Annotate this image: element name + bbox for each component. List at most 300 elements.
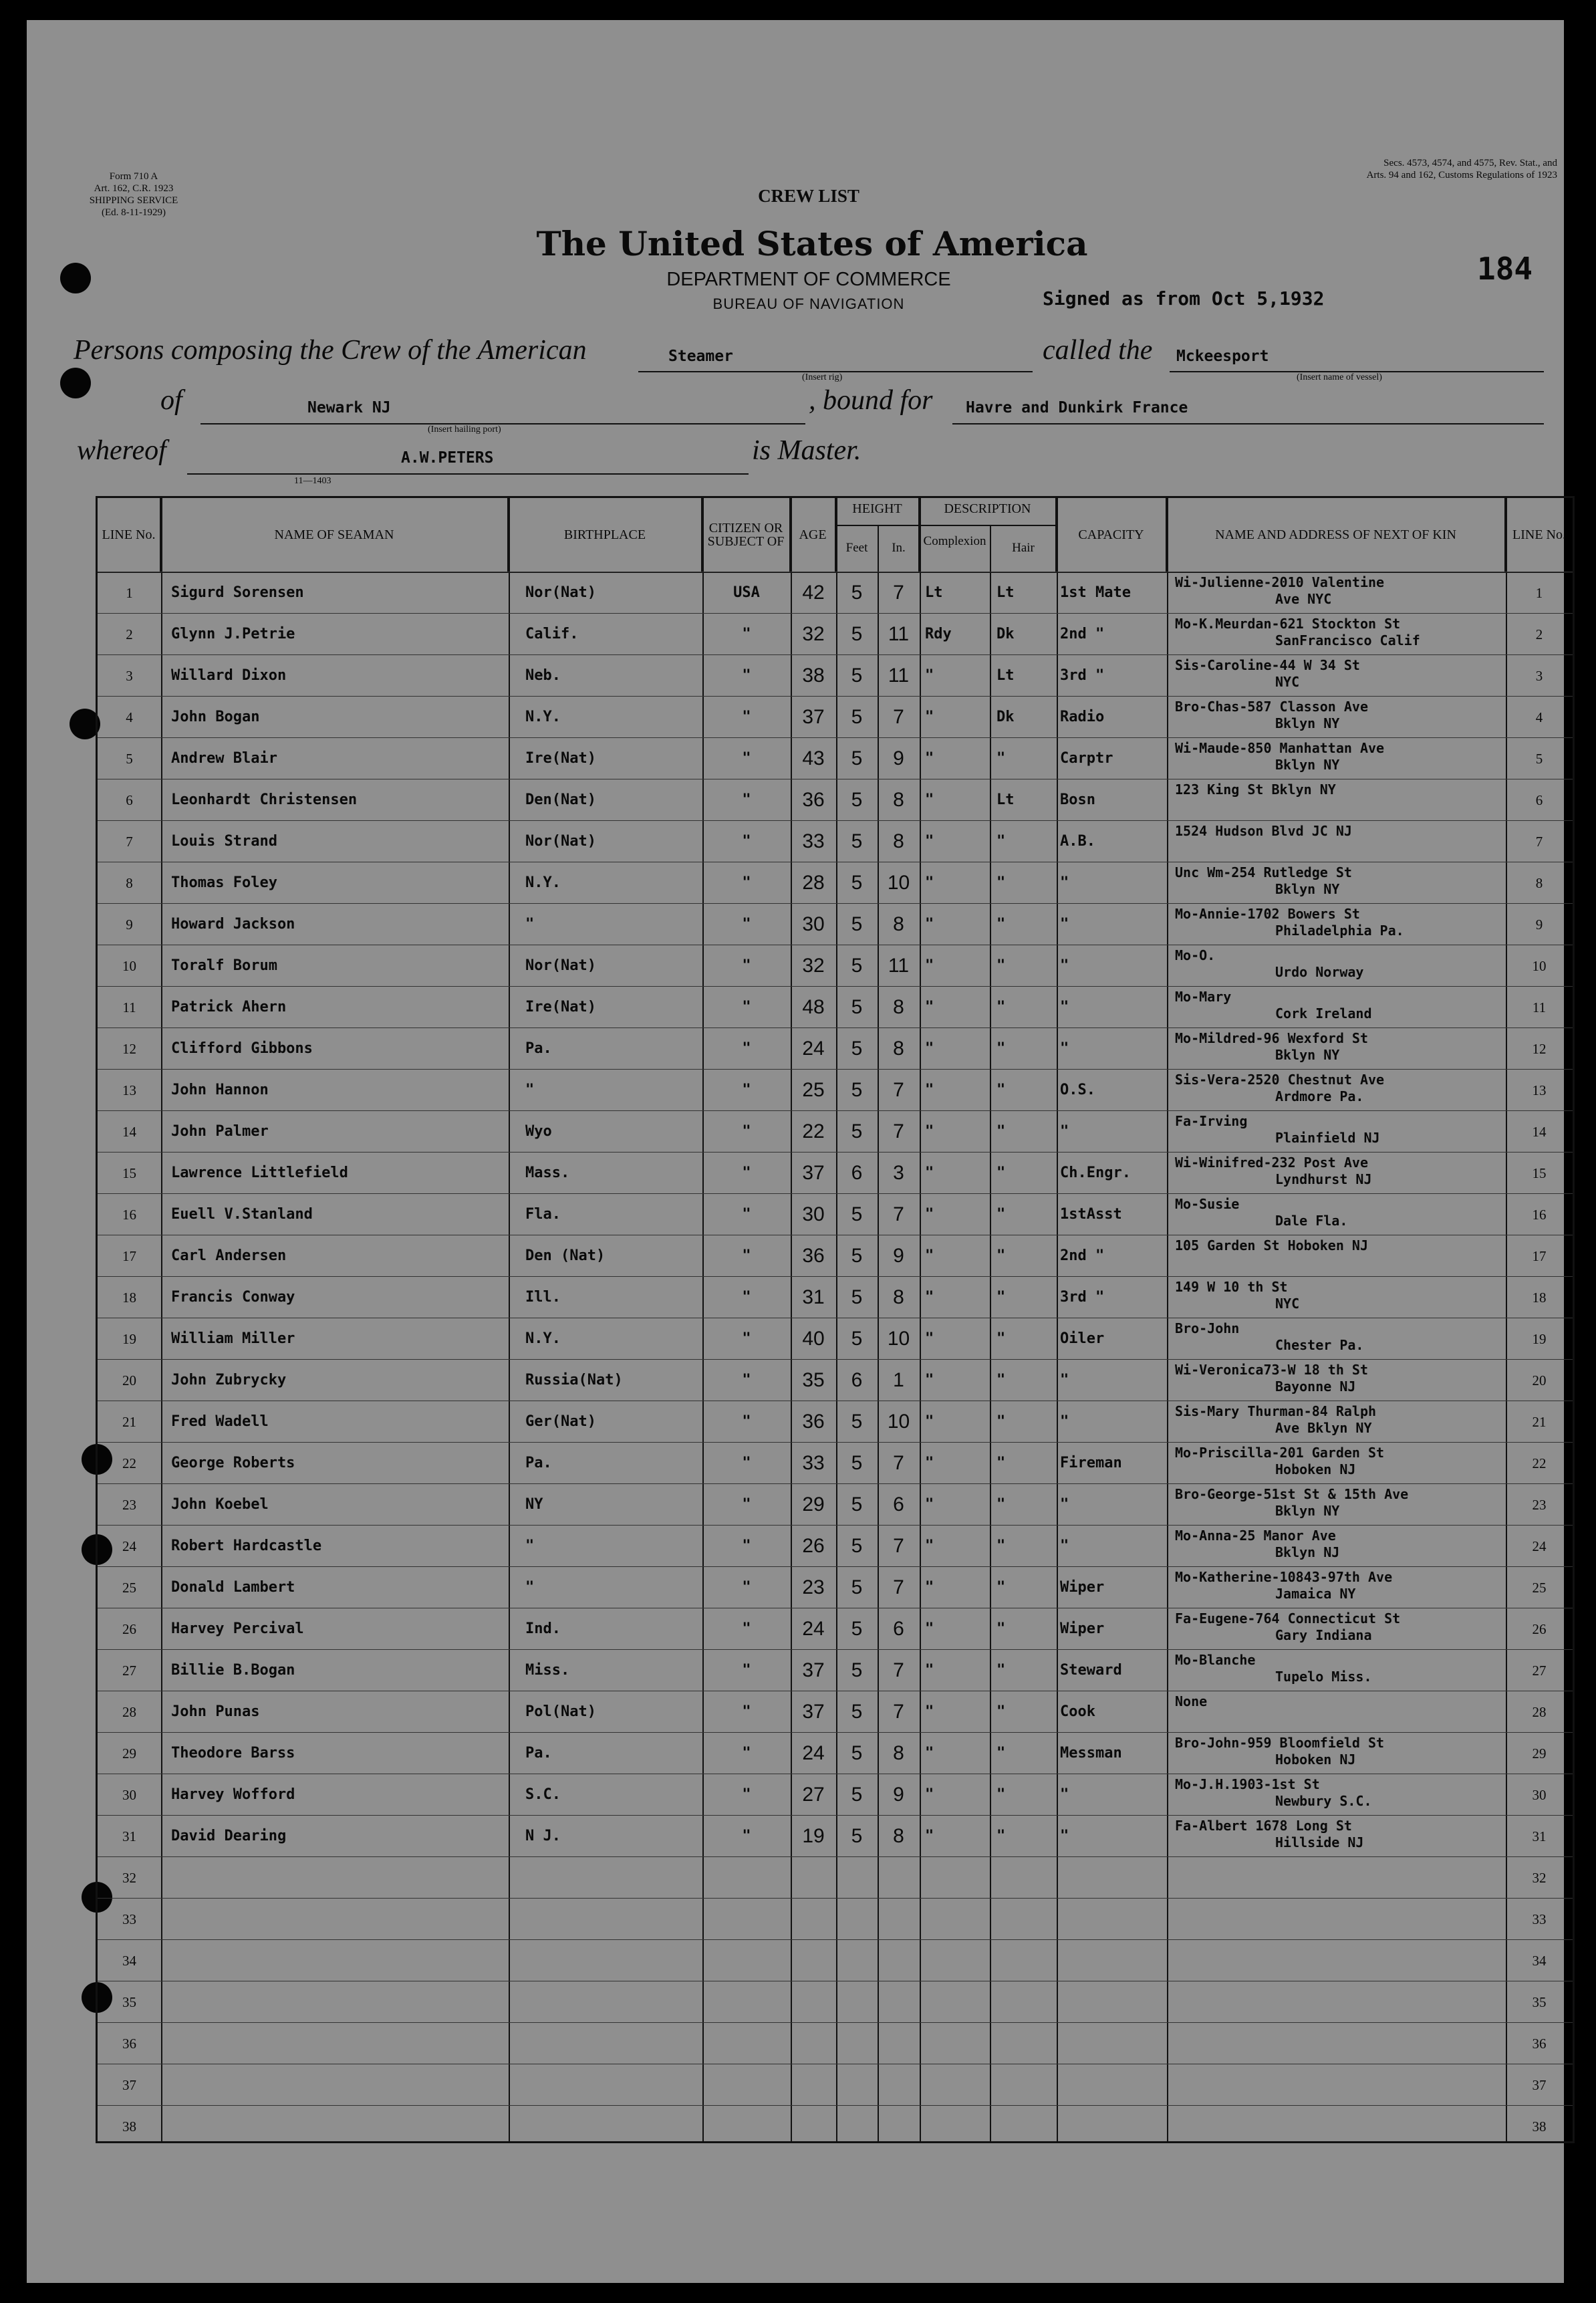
height-feet: 5 (851, 1659, 863, 1681)
hair: " (996, 1662, 1006, 1679)
next-of-kin (1175, 1733, 1502, 1774)
next-of-kin-line2: Lyndhurst NJ (1275, 1171, 1372, 1187)
port-underline (201, 423, 805, 425)
birthplace: Pa. (525, 1745, 552, 1762)
line-number: 11 (122, 999, 136, 1015)
line-number: 22 (122, 1455, 136, 1471)
vessel-caption: (Insert name of vessel) (1297, 372, 1382, 382)
next-of-kin (1175, 1940, 1502, 1981)
header-feet: Feet (845, 541, 868, 555)
next-of-kin (1175, 655, 1502, 697)
age (791, 1857, 836, 1897)
next-of-kin (1175, 2023, 1502, 2064)
capacity: " (1060, 1413, 1069, 1430)
next-of-kin (1175, 1608, 1502, 1650)
capacity: 3rd " (1060, 1289, 1105, 1306)
next-of-kin-line2: Bklyn NJ (1275, 1544, 1340, 1560)
line-number-right: 31 (1532, 1828, 1547, 1844)
birthplace: Fla. (525, 1206, 561, 1223)
height-feet: 5 (851, 1784, 863, 1806)
birthplace: Nor(Nat) (525, 584, 596, 601)
hair: " (996, 1538, 1006, 1554)
line-number-right: 1 (1535, 585, 1543, 601)
line-number: 35 (122, 1994, 136, 2010)
next-of-kin-line1: Mo-Priscilla-201 Garden St (1175, 1445, 1385, 1461)
seaman-name: Fred Wadell (171, 1413, 269, 1430)
next-of-kin-line2: Urdo Norway (1275, 964, 1364, 980)
height-inches: 7 (893, 1120, 904, 1142)
next-of-kin-line1: Fa-Albert 1678 Long St (1175, 1818, 1352, 1834)
line-number-right: 6 (1535, 792, 1543, 808)
next-of-kin (1175, 779, 1502, 821)
next-of-kin-line1: Wi-Winifred-232 Post Ave (1175, 1155, 1368, 1171)
height-feet: 5 (851, 830, 863, 852)
line-number-right: 5 (1535, 751, 1543, 767)
complexion (925, 2064, 988, 2104)
statute-reference: Secs. 4573, 4574, and 4575, Rev. Stat., and Arts. 94 and 162, Customs Regulations of 1923 (1366, 158, 1557, 180)
citizenship: " (742, 626, 751, 642)
age (791, 1940, 836, 1980)
height-feet: 5 (851, 1245, 863, 1267)
hair: " (996, 1330, 1006, 1347)
seaman-name: Toralf Borum (171, 957, 277, 974)
complexion: " (925, 1247, 934, 1264)
height-feet: 5 (851, 1742, 863, 1764)
capacity (1060, 2106, 1167, 2146)
rig-caption: (Insert rig) (802, 372, 843, 382)
height-feet: 5 (851, 913, 863, 935)
line-number-right: 35 (1532, 1994, 1547, 2010)
table-row (98, 613, 1573, 654)
complexion: " (925, 1372, 934, 1388)
header-description: DESCRIPTION (944, 501, 1031, 516)
line-number-right: 4 (1535, 709, 1543, 725)
next-of-kin-line2: NYC (1275, 674, 1300, 690)
next-of-kin (1175, 987, 1502, 1028)
birthplace: NY (525, 1496, 543, 1513)
seaman-name: William Miller (171, 1330, 295, 1347)
punch-hole (60, 368, 91, 398)
seaman-name: Billie B.Bogan (171, 1662, 295, 1679)
form-code: 11—1403 (294, 476, 331, 486)
line-number: 30 (122, 1787, 136, 1803)
next-of-kin-line2: NYC (1275, 1296, 1300, 1312)
birthplace: Ire(Nat) (525, 999, 596, 1015)
hair (996, 1981, 1055, 2022)
seaman-name: Harvey Percival (171, 1620, 304, 1637)
hair: " (996, 916, 1006, 933)
bound-label: , bound for (809, 385, 933, 416)
hair: " (996, 1372, 1006, 1388)
seaman-name: John Hannon (171, 1082, 269, 1098)
line-number-right: 37 (1532, 2077, 1547, 2093)
complexion: " (925, 709, 934, 725)
age: 32 (802, 955, 825, 977)
line-number-right: 36 (1532, 2036, 1547, 2052)
age: 28 (802, 872, 825, 894)
seaman-name: Leonhardt Christensen (171, 792, 358, 808)
form-identifier: Form 710 A Art. 162, C.R. 1923 SHIPPING SERVICE (Ed. 8-11-1929) (89, 171, 178, 218)
line-number: 19 (122, 1331, 136, 1347)
capacity: " (1060, 1372, 1069, 1388)
capacity: " (1060, 1040, 1069, 1057)
header-name: NAME OF SEAMAN (161, 498, 509, 572)
birthplace: Pa. (525, 1455, 552, 1471)
table-row (98, 1401, 1573, 1442)
next-of-kin-line1: Wi-Julienne-2010 Valentine (1175, 574, 1385, 590)
birthplace: " (525, 1538, 535, 1554)
next-of-kin (1175, 1111, 1502, 1153)
next-of-kin-line2: Bayonne NJ (1275, 1378, 1356, 1395)
table-row (98, 1981, 1573, 2022)
birthplace: Nor(Nat) (525, 957, 596, 974)
seaman-name: Louis Strand (171, 833, 277, 850)
next-of-kin-line1: Fa-Irving (1175, 1113, 1248, 1129)
next-of-kin-line2: Dale Fla. (1275, 1213, 1348, 1229)
hair: " (996, 1206, 1006, 1223)
line-number: 21 (122, 1414, 136, 1430)
complexion (925, 2023, 988, 2063)
citizenship: " (742, 1703, 751, 1720)
age: 42 (802, 582, 825, 604)
hair: " (996, 1496, 1006, 1513)
table-row (98, 1649, 1573, 1691)
birthplace (525, 1857, 699, 1897)
table-row (98, 1815, 1573, 1856)
age (791, 1899, 836, 1939)
complexion: " (925, 1786, 934, 1803)
height-inches: 11 (888, 664, 910, 687)
seaman-name (171, 1981, 505, 2022)
line-number-right: 22 (1532, 1455, 1547, 1471)
next-of-kin-line2: Hillside NJ (1275, 1834, 1364, 1850)
line-number-right: 23 (1532, 1497, 1547, 1513)
capacity: " (1060, 1786, 1069, 1803)
hair: " (996, 1828, 1006, 1844)
height-inches: 1 (893, 1369, 904, 1391)
age: 36 (802, 1245, 825, 1267)
next-of-kin-line2: Cork Ireland (1275, 1005, 1372, 1021)
line-number: 25 (122, 1580, 136, 1596)
age: 25 (802, 1079, 825, 1101)
seaman-name: Glynn J.Petrie (171, 626, 295, 642)
next-of-kin-line1: Mo-Katherine-10843-97th Ave (1175, 1569, 1393, 1585)
birthplace: N J. (525, 1828, 561, 1844)
citizenship (702, 1981, 791, 2022)
next-of-kin (1175, 1194, 1502, 1235)
birthplace (525, 2023, 699, 2063)
age: 24 (802, 1038, 825, 1060)
capacity: Bosn (1060, 792, 1095, 808)
height-feet (836, 2064, 878, 2104)
line-number: 23 (122, 1497, 136, 1513)
next-of-kin-line1: 123 King St Bklyn NY (1175, 781, 1336, 798)
table-row (98, 2105, 1573, 2147)
birthplace: Ger(Nat) (525, 1413, 596, 1430)
table-row (98, 820, 1573, 862)
height-inches: 9 (893, 1784, 904, 1806)
citizenship: " (742, 1786, 751, 1803)
line-number-right: 29 (1532, 1745, 1547, 1762)
line-number: 38 (122, 2118, 136, 2135)
line-number-right: 24 (1532, 1538, 1547, 1554)
hair: " (996, 1247, 1006, 1264)
next-of-kin-line1: 1524 Hudson Blvd JC NJ (1175, 823, 1352, 839)
line-number-right: 7 (1535, 834, 1543, 850)
height-inches: 9 (893, 1245, 904, 1267)
line-number: 18 (122, 1290, 136, 1306)
line-number-right: 32 (1532, 1870, 1547, 1886)
hair (996, 2106, 1055, 2146)
complexion: " (925, 1082, 934, 1098)
age (791, 2064, 836, 2104)
complexion: " (925, 1289, 934, 1306)
hair: " (996, 1455, 1006, 1471)
birthplace: N.Y. (525, 1330, 561, 1347)
birthplace: Calif. (525, 626, 579, 642)
hair: Lt (996, 792, 1015, 808)
age: 31 (802, 1286, 825, 1308)
age: 48 (802, 996, 825, 1018)
next-of-kin-line1: None (1175, 1693, 1208, 1709)
seaman-name: Andrew Blair (171, 750, 277, 767)
line-number: 5 (126, 751, 133, 767)
table-row (98, 1235, 1573, 1276)
next-of-kin-line2: Bklyn NY (1275, 757, 1340, 773)
line-number-right: 12 (1532, 1041, 1547, 1057)
seaman-name: David Dearing (171, 1828, 287, 1844)
next-of-kin (1175, 2106, 1502, 2147)
height-inches: 7 (893, 706, 904, 728)
citizenship: " (742, 1579, 751, 1596)
complexion: " (925, 874, 934, 891)
complexion: " (925, 1828, 934, 1844)
height-feet: 5 (851, 1576, 863, 1598)
table-row (98, 1359, 1573, 1401)
next-of-kin-line2: Tupelo Miss. (1275, 1669, 1372, 1685)
capacity: Wiper (1060, 1579, 1105, 1596)
birthplace: Den (Nat) (525, 1247, 606, 1264)
line-number: 20 (122, 1372, 136, 1388)
complexion (925, 2106, 988, 2146)
next-of-kin (1175, 1981, 1502, 2023)
capacity: Messman (1060, 1745, 1122, 1762)
hair: Lt (996, 667, 1015, 684)
hair (996, 2064, 1055, 2104)
birthplace: Mass. (525, 1165, 570, 1181)
height-feet: 5 (851, 1328, 863, 1350)
hair (996, 1857, 1055, 1897)
birthplace: Russia(Nat) (525, 1372, 623, 1388)
age: 38 (802, 664, 825, 687)
table-row (98, 1898, 1573, 1939)
line-number: 2 (126, 626, 133, 642)
hair: " (996, 1745, 1006, 1762)
citizenship: USA (733, 584, 760, 601)
next-of-kin-line2: Bklyn NY (1275, 1047, 1340, 1063)
line-number-right: 20 (1532, 1372, 1547, 1388)
height-feet: 5 (851, 872, 863, 894)
table-row (98, 1318, 1573, 1359)
seaman-name: Patrick Ahern (171, 999, 287, 1015)
seaman-name (171, 2023, 505, 2063)
birthplace (525, 2064, 699, 2104)
table-row (98, 1110, 1573, 1152)
birthplace: Neb. (525, 667, 561, 684)
height-feet (836, 1899, 878, 1939)
line-number: 15 (122, 1165, 136, 1181)
next-of-kin-line1: Mo-Blanche (1175, 1652, 1256, 1668)
height-inches: 11 (888, 955, 910, 977)
height-feet (836, 1940, 878, 1980)
capacity: 1stAsst (1060, 1206, 1122, 1223)
height-inches: 8 (893, 1038, 904, 1060)
height-inches: 8 (893, 1286, 904, 1308)
height-feet: 5 (851, 1203, 863, 1225)
citizenship: " (742, 874, 751, 891)
birthplace: Pol(Nat) (525, 1703, 596, 1720)
seaman-name (171, 1857, 505, 1897)
master-underline (187, 473, 749, 475)
table-row (98, 1276, 1573, 1318)
seaman-name: Thomas Foley (171, 874, 277, 891)
age: 19 (802, 1825, 825, 1847)
next-of-kin-line2: Bklyn NY (1275, 1503, 1340, 1519)
hair: " (996, 833, 1006, 850)
citizenship: " (742, 1413, 751, 1430)
next-of-kin-line1: Bro-John (1175, 1320, 1240, 1336)
height-feet (836, 1857, 878, 1897)
capacity: " (1060, 957, 1069, 974)
line-number: 29 (122, 1745, 136, 1762)
next-of-kin (1175, 1277, 1502, 1318)
next-of-kin (1175, 1235, 1502, 1277)
hair: " (996, 1620, 1006, 1637)
age: 26 (802, 1535, 825, 1557)
age: 37 (802, 1659, 825, 1681)
height-inches: 8 (893, 789, 904, 811)
table-row (98, 1566, 1573, 1608)
height-feet: 5 (851, 1286, 863, 1308)
age (791, 1981, 836, 2022)
next-of-kin-line1: Sis-Vera-2520 Chestnut Ave (1175, 1072, 1385, 1088)
height-feet: 5 (851, 747, 863, 769)
age: 36 (802, 789, 825, 811)
height-inches (878, 2064, 920, 2104)
vessel-value: Mckeesport (1176, 348, 1269, 365)
line-number-right: 21 (1532, 1414, 1547, 1430)
height-inches: 7 (893, 1203, 904, 1225)
height-inches (878, 2106, 920, 2146)
persons-label: Persons composing the Crew of the American (74, 335, 587, 366)
birthplace: Wyo (525, 1123, 552, 1140)
line-number: 13 (122, 1082, 136, 1098)
seaman-name: Carl Andersen (171, 1247, 287, 1264)
height-inches: 10 (887, 1328, 910, 1350)
complexion: " (925, 1123, 934, 1140)
complexion: " (925, 1538, 934, 1554)
destination-value: Havre and Dunkirk France (966, 399, 1188, 416)
next-of-kin (1175, 1070, 1502, 1111)
next-of-kin (1175, 1567, 1502, 1608)
height-feet (836, 2023, 878, 2063)
seaman-name: Donald Lambert (171, 1579, 295, 1596)
master-value: A.W.PETERS (401, 449, 494, 467)
table-row (98, 1608, 1573, 1649)
next-of-kin (1175, 1650, 1502, 1691)
table-row (98, 2022, 1573, 2064)
birthplace (525, 1981, 699, 2022)
next-of-kin-line1: Mo-K.Meurdan-621 Stockton St (1175, 616, 1401, 632)
header-next-of-kin: NAME AND ADDRESS OF NEXT OF KIN (1167, 498, 1506, 572)
line-number-right: 19 (1532, 1331, 1547, 1347)
age: 24 (802, 1618, 825, 1640)
citizenship: " (742, 1330, 751, 1347)
table-row (98, 2064, 1573, 2105)
height-feet: 5 (851, 1411, 863, 1433)
hair: " (996, 1413, 1006, 1430)
next-of-kin-line1: Unc Wm-254 Rutledge St (1175, 864, 1352, 880)
height-inches: 7 (893, 582, 904, 604)
capacity: 2nd " (1060, 1247, 1105, 1264)
next-of-kin-line1: Bro-Chas-587 Classon Ave (1175, 699, 1368, 715)
capacity (1060, 1857, 1167, 1897)
complexion: " (925, 916, 934, 933)
line-number: 31 (122, 1828, 136, 1844)
table-row (98, 1442, 1573, 1483)
next-of-kin (1175, 1443, 1502, 1484)
next-of-kin-line2: Ave NYC (1275, 591, 1332, 607)
height-feet: 5 (851, 1618, 863, 1640)
next-of-kin-line1: Sis-Mary Thurman-84 Ralph (1175, 1403, 1377, 1419)
age (791, 2106, 836, 2146)
line-number: 27 (122, 1663, 136, 1679)
whereof-label: whereof (77, 435, 166, 466)
line-number: 37 (122, 2077, 136, 2093)
seaman-name: Harvey Wofford (171, 1786, 295, 1803)
height-feet (836, 2106, 878, 2146)
height-inches: 8 (893, 1825, 904, 1847)
line-number: 32 (122, 1870, 136, 1886)
birthplace: Ill. (525, 1289, 561, 1306)
seaman-name: Sigurd Sorensen (171, 584, 304, 601)
capacity: " (1060, 1123, 1069, 1140)
table-row (98, 1152, 1573, 1193)
age: 24 (802, 1742, 825, 1764)
line-number: 6 (126, 792, 133, 808)
next-of-kin-line2: Jamaica NY (1275, 1586, 1356, 1602)
line-number: 24 (122, 1538, 136, 1554)
line-number: 8 (126, 875, 133, 891)
birthplace: N.Y. (525, 709, 561, 725)
hair: " (996, 1082, 1006, 1098)
height-feet: 5 (851, 1452, 863, 1474)
capacity: Ch.Engr. (1060, 1165, 1131, 1181)
capacity: Radio (1060, 709, 1105, 725)
height-inches: 11 (888, 623, 910, 645)
age: 33 (802, 830, 825, 852)
line-number-right: 8 (1535, 875, 1543, 891)
next-of-kin-line2: Newbury S.C. (1275, 1793, 1372, 1809)
height-inches: 9 (893, 747, 904, 769)
next-of-kin-line1: 149 W 10 th St (1175, 1279, 1288, 1295)
citizenship: " (742, 1372, 751, 1388)
height-inches (878, 1899, 920, 1939)
bureau-heading: BUREAU OF NAVIGATION (712, 295, 905, 312)
table-row (98, 696, 1573, 737)
capacity (1060, 1899, 1167, 1939)
punch-hole (60, 263, 91, 293)
